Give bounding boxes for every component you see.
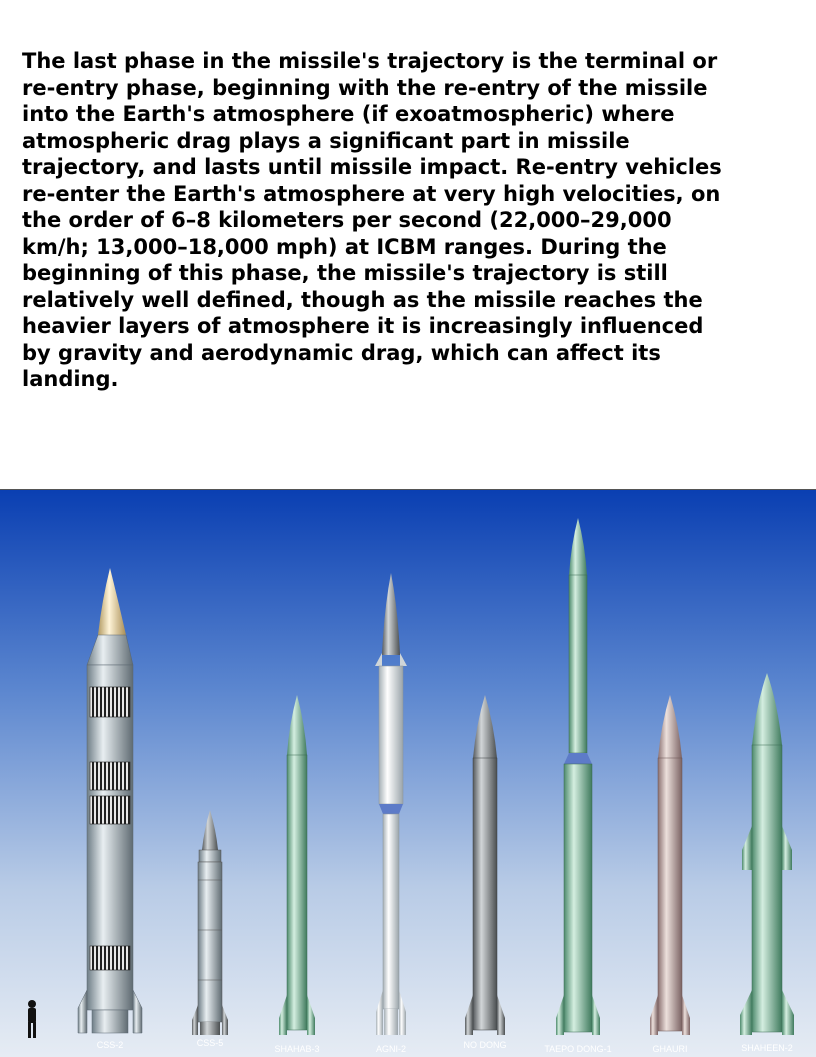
text-line: by gravity and aerodynamic drag, which can affect its [22, 340, 661, 365]
missile-label: SHAHAB-3 [274, 1044, 320, 1054]
missile-label: CSS-2 [96, 1040, 124, 1050]
missile-label: AGNI-2 [375, 1044, 407, 1054]
text-line: into the Earth's atmosphere (if exoatmospheric) where [22, 102, 675, 126]
text-line: The last phase in the missile's trajectory is the terminal or [22, 49, 718, 73]
missile-label: CSS-5 [196, 1038, 224, 1048]
text-line: landing. [22, 367, 119, 391]
text-line: trajectory, and lasts until missile impact. Re-entry vehicles [22, 155, 722, 179]
text-line: re-entry phase, beginning with the re-entry of the missile [22, 75, 708, 100]
text-line: relatively well defined, though as the missile reaches the [22, 287, 703, 312]
text-line: km/h; 13,000–18,000 mph) at ICBM ranges. During the [22, 234, 667, 259]
missile-label: TAEPO DONG-1 [544, 1044, 612, 1054]
missile-label: SHAHEEN-2 [741, 1043, 793, 1053]
text-line: re-enter the Earth's atmosphere at very high velocities, on [22, 181, 721, 206]
article-text [22, 48, 812, 393]
text-line: the order of 6–8 kilometers per second (22,000–29,000 [22, 208, 672, 232]
text-line: beginning of this phase, the missile's trajectory is still [22, 261, 668, 285]
text-line: atmospheric drag plays a significant part in missile [22, 128, 630, 153]
text-line: heavier layers of atmosphere it is increasingly influenced [22, 314, 704, 338]
missile-label: GHAURI [652, 1044, 688, 1054]
missile-label: NO DONG [463, 1040, 507, 1050]
missile-comparison-figure [0, 489, 816, 1057]
